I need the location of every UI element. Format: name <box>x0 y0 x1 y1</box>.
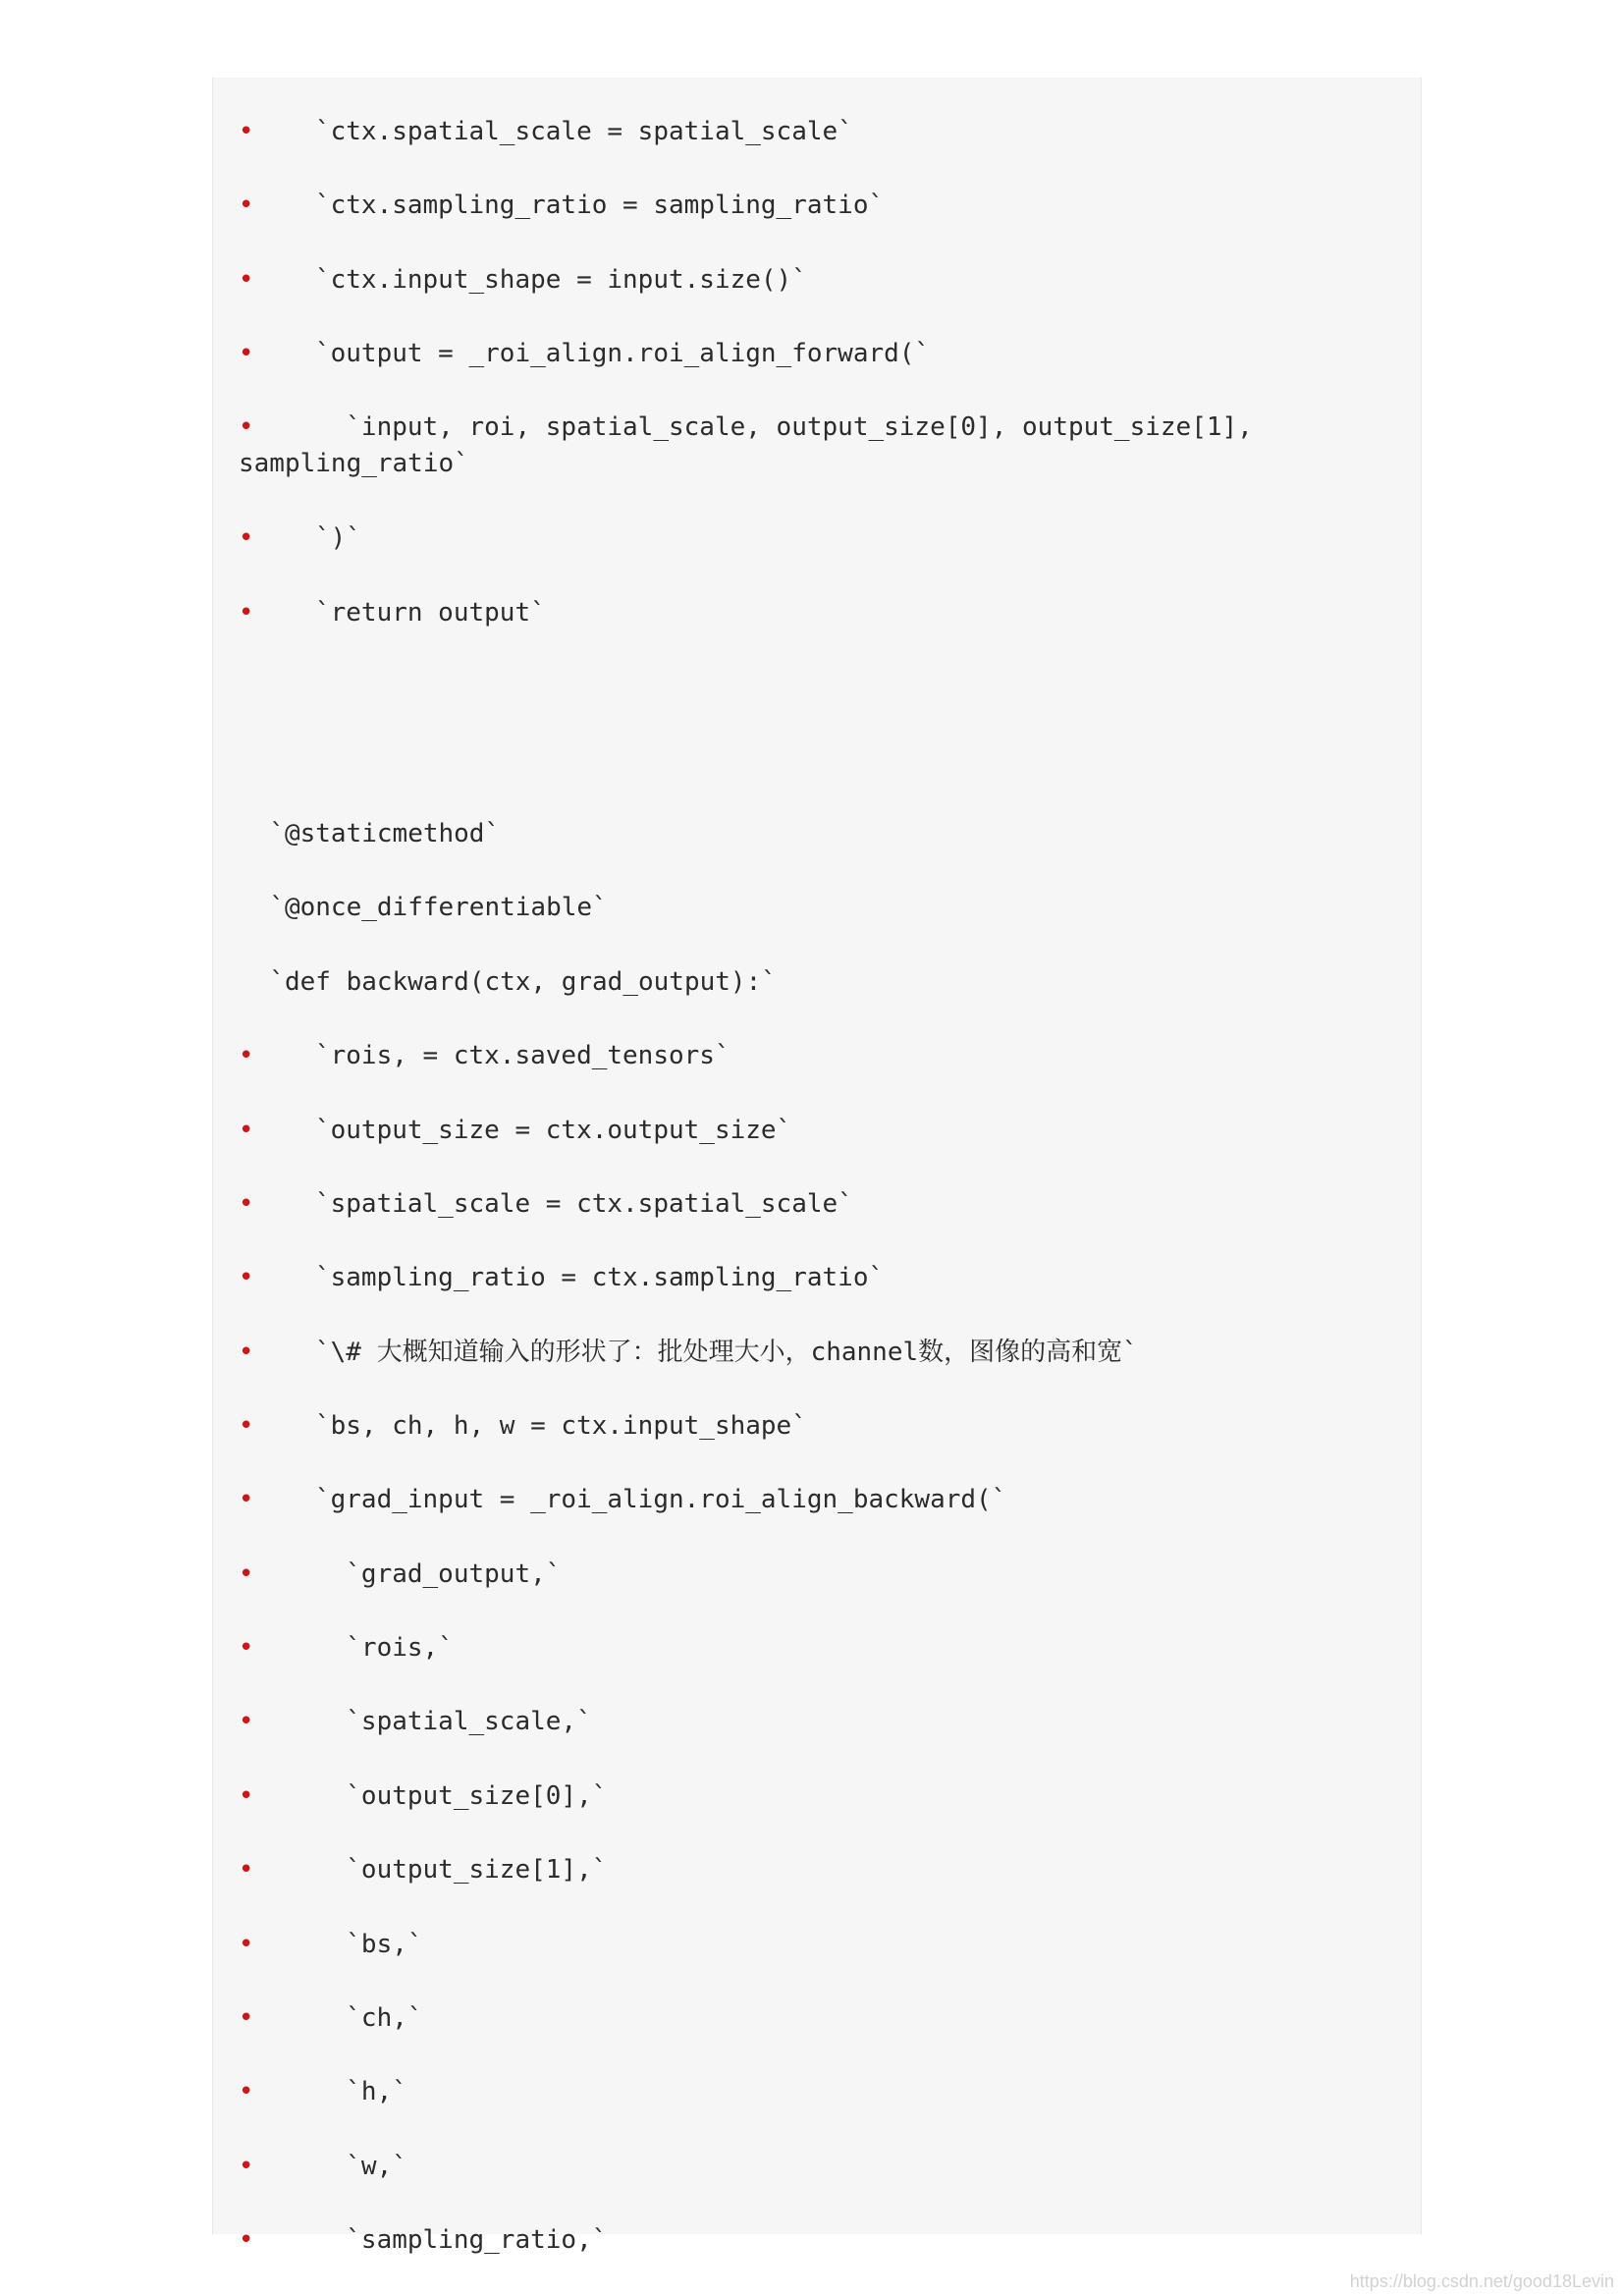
code-text: `)` <box>253 523 361 553</box>
code-text: `rois, = ctx.saved_tensors` <box>253 1041 730 1070</box>
bullet-icon: • <box>239 1855 254 1885</box>
code-line <box>239 1335 1387 1371</box>
code-panel <box>212 78 1422 2255</box>
code-text: `w,` <box>253 2152 407 2181</box>
code-text: `grad_output,` <box>253 1559 562 1589</box>
bullet-icon: • <box>239 1189 254 1219</box>
code-text: `output = _roi_align.roi_align_forward(` <box>253 339 931 368</box>
code-text: `rois,` <box>253 1633 454 1663</box>
bullet-icon: • <box>239 117 254 146</box>
code-text: `ch,` <box>253 2003 423 2033</box>
code-text: `grad_input = _roi_align.roi_align_backward(` <box>253 1485 1007 1514</box>
code-text: `ctx.sampling_ratio = sampling_ratio` <box>253 191 885 220</box>
code-text: `\# 大概知道输入的形状了：批处理大小，channel数，图像的高和宽` <box>253 1338 1138 1367</box>
bullet-icon: • <box>239 339 254 368</box>
code-text: `@staticmethod` <box>239 819 501 848</box>
code-line <box>239 1038 1387 1074</box>
code-line <box>239 2074 1387 2110</box>
bullet-icon: • <box>239 1485 254 1514</box>
code-text: `output_size = ctx.output_size` <box>253 1116 792 1145</box>
code-line <box>239 1260 1387 1296</box>
code-text: `h,` <box>253 2077 407 2106</box>
code-text: `output_size[0],` <box>253 1781 608 1811</box>
code-line <box>239 964 1387 1001</box>
bullet-icon: • <box>239 1633 254 1663</box>
bullet-icon: • <box>239 1411 254 1441</box>
bullet-icon: • <box>239 1559 254 1589</box>
code-line <box>239 262 1387 299</box>
bullet-icon: • <box>239 265 254 295</box>
code-text: `bs, ch, h, w = ctx.input_shape` <box>253 1411 807 1441</box>
code-text: `@once_differentiable` <box>239 893 608 922</box>
code-line <box>239 1704 1387 1740</box>
watermark: https://blog.csdn.net/good18Levin <box>1349 2271 1614 2291</box>
code-line <box>239 595 1387 631</box>
bullet-icon: • <box>239 1781 254 1811</box>
code-line <box>239 520 1387 557</box>
code-text: `sampling_ratio = ctx.sampling_ratio` <box>253 1263 885 1292</box>
code-line <box>239 188 1387 224</box>
code-line <box>239 890 1387 926</box>
code-line <box>239 410 1387 482</box>
code-text: `output_size[1],` <box>253 1855 608 1885</box>
code-line <box>239 1630 1387 1667</box>
bullet-icon: • <box>239 1041 254 1070</box>
bullet-icon: • <box>239 1930 254 1959</box>
bullet-icon: • <box>239 2003 254 2033</box>
code-line <box>239 1852 1387 1888</box>
code-line <box>239 336 1387 372</box>
code-line <box>239 1557 1387 1593</box>
bullet-icon: • <box>239 1338 254 1367</box>
code-text: `bs,` <box>253 1930 423 1959</box>
code-text: `ctx.spatial_scale = spatial_scale` <box>253 117 853 146</box>
bullet-icon: • <box>239 191 254 220</box>
code-line <box>239 1927 1387 1963</box>
code-line <box>239 1113 1387 1149</box>
bullet-icon: • <box>239 2225 254 2255</box>
code-line <box>239 1186 1387 1223</box>
code-line <box>239 1482 1387 1518</box>
bullet-icon: • <box>239 1116 254 1145</box>
code-line <box>239 2149 1387 2185</box>
bullet-icon: • <box>239 1263 254 1292</box>
bullet-icon: • <box>239 598 254 628</box>
bullet-icon: • <box>239 2152 254 2181</box>
code-text: `input, roi, spatial_scale, output_size[0], output_size[1], sampling_ratio` <box>239 412 1269 478</box>
code-line <box>239 1408 1387 1445</box>
bullet-icon: • <box>239 1707 254 1736</box>
bullet-icon: • <box>239 2077 254 2106</box>
code-text: `ctx.input_shape = input.size()` <box>253 265 807 295</box>
code-line <box>239 2222 1387 2259</box>
code-text: `return output` <box>253 598 546 628</box>
code-text: `spatial_scale,` <box>253 1707 592 1736</box>
code-line <box>239 816 1387 852</box>
code-line <box>239 114 1387 150</box>
code-text: `spatial_scale = ctx.spatial_scale` <box>253 1189 853 1219</box>
code-line <box>239 1778 1387 1815</box>
code-text: `def backward(ctx, grad_output):` <box>239 967 777 997</box>
code-line <box>239 2000 1387 2037</box>
bullet-icon: • <box>239 412 254 442</box>
code-text: `sampling_ratio,` <box>253 2225 608 2255</box>
bullet-icon: • <box>239 523 254 553</box>
